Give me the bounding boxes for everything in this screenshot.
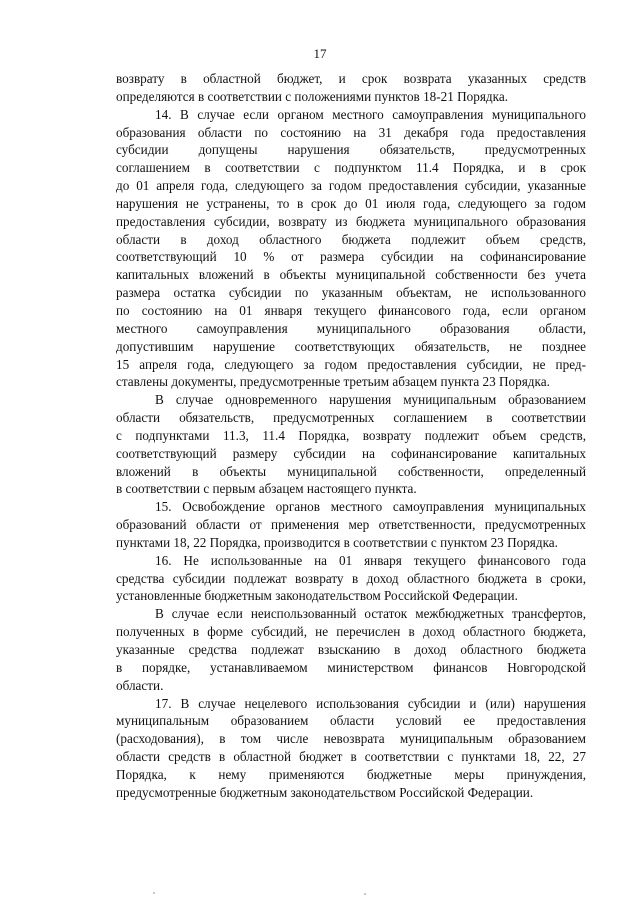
text-line: местного самоуправления муниципального образования области, bbox=[116, 320, 586, 336]
text-line: установленные бюджетным законодательством Российской Федерации. bbox=[116, 588, 518, 604]
text-line: субсидии допущены нарушения обязательств, предусмотренных bbox=[116, 142, 586, 158]
document-body bbox=[116, 70, 586, 802]
text-line: нарушения не устранены, то в срок до 01 июля года, следующего за годом bbox=[116, 195, 586, 211]
scan-artifact bbox=[153, 892, 155, 894]
text-line: В случае если неиспользованный остаток межбюджетных трансфертов, bbox=[155, 606, 586, 622]
text-line: с подпунктами 11.3, 11.4 Порядка, возврату подлежит объем средств, bbox=[116, 427, 586, 443]
text-line: 15. Освобождение органов местного самоуправления муниципальных bbox=[155, 499, 586, 515]
text-line: полученных в форме субсидий, не перечислен в доход областного бюджета, bbox=[116, 624, 586, 640]
text-line: Порядка, к нему применяются бюджетные меры принуждения, bbox=[116, 766, 586, 782]
text-line: муниципальным образованием области условий ее предоставления bbox=[116, 713, 586, 729]
text-line: области средств в областной бюджет в соответствии с пунктами 18, 22, 27 bbox=[116, 749, 586, 765]
text-line: в порядке, устанавливаемом министерством финансов Новгородской bbox=[116, 659, 586, 675]
text-line: вложений в объекты муниципальной собственности, определенный bbox=[116, 463, 586, 479]
text-line: возврату в областной бюджет, и срок возврата указанных средств bbox=[116, 71, 586, 86]
text-line: области обязательств, предусмотренных соглашением в соответствии bbox=[116, 410, 586, 426]
scan-artifact bbox=[364, 893, 366, 895]
text-line: указанные средства подлежат взысканию в доход областного бюджета bbox=[116, 642, 586, 657]
text-line: определяются в соответствии с положениями пунктов 18-21 Порядка. bbox=[116, 88, 508, 104]
text-line: образований области от применения мер ответственности, предусмотренных bbox=[116, 517, 586, 533]
text-line: размера остатка субсидии по указанным объектам, не использованного bbox=[116, 285, 586, 301]
text-line: соглашением в соответствии с подпунктом 11.4 Порядка, и в срок bbox=[116, 160, 586, 176]
text-line: предусмотренные бюджетным законодательством Российской Федерации. bbox=[116, 784, 534, 800]
text-line: в соответствии с первым абзацем настоящего пункта. bbox=[116, 481, 417, 497]
text-line: области. bbox=[116, 677, 164, 693]
text-line: В случае одновременного нарушения муниципальным образованием bbox=[155, 392, 586, 408]
text-line: 14. В случае если органом местного самоуправления муниципального bbox=[155, 106, 586, 122]
text-line: по состоянию на 01 января текущего финансового года, если органом bbox=[116, 302, 586, 318]
text-line: допустившим нарушение соответствующих обязательств, не позднее bbox=[116, 338, 586, 354]
text-line: соответствующий 10 % от размера субсидии на софинансирование bbox=[116, 249, 586, 265]
text-line: ставлены документы, предусмотренные третьим абзацем пункта 23 Порядка. bbox=[116, 374, 550, 390]
text-line: предоставления субсидии, возврату из бюджета муниципального образования bbox=[116, 213, 586, 229]
text-line: 17. В случае нецелевого использования субсидии и (или) нарушения bbox=[155, 695, 586, 711]
text-line: пунктами 18, 22 Порядка, производится в соответствии с пунктом 23 Порядка. bbox=[116, 534, 558, 550]
text-line: области в доход областного бюджета подлежит объем средств, bbox=[116, 231, 586, 247]
text-line: образования области по состоянию на 31 декабря года предоставления bbox=[116, 124, 586, 140]
text-line: капитальных вложений в объекты муниципальной собственности без учета bbox=[116, 267, 586, 283]
text-line: 15 апреля года, следующего за годом предоставления субсидии, не пред- bbox=[116, 356, 586, 372]
text-line: соответствующий размеру субсидии на софинансирование капитальных bbox=[116, 445, 586, 461]
text-line: до 01 апреля года, следующего за годом предоставления субсидии, указанные bbox=[116, 178, 586, 194]
text-line: (расходования), в том числе невозврата муниципальным образованием bbox=[116, 731, 586, 747]
page-number: 17 bbox=[313, 46, 327, 61]
text-line: средства субсидии подлежат возврату в доход областного бюджета в сроки, bbox=[116, 570, 586, 586]
text-line: 16. Не использованные на 01 января текущего финансового года bbox=[155, 552, 586, 568]
